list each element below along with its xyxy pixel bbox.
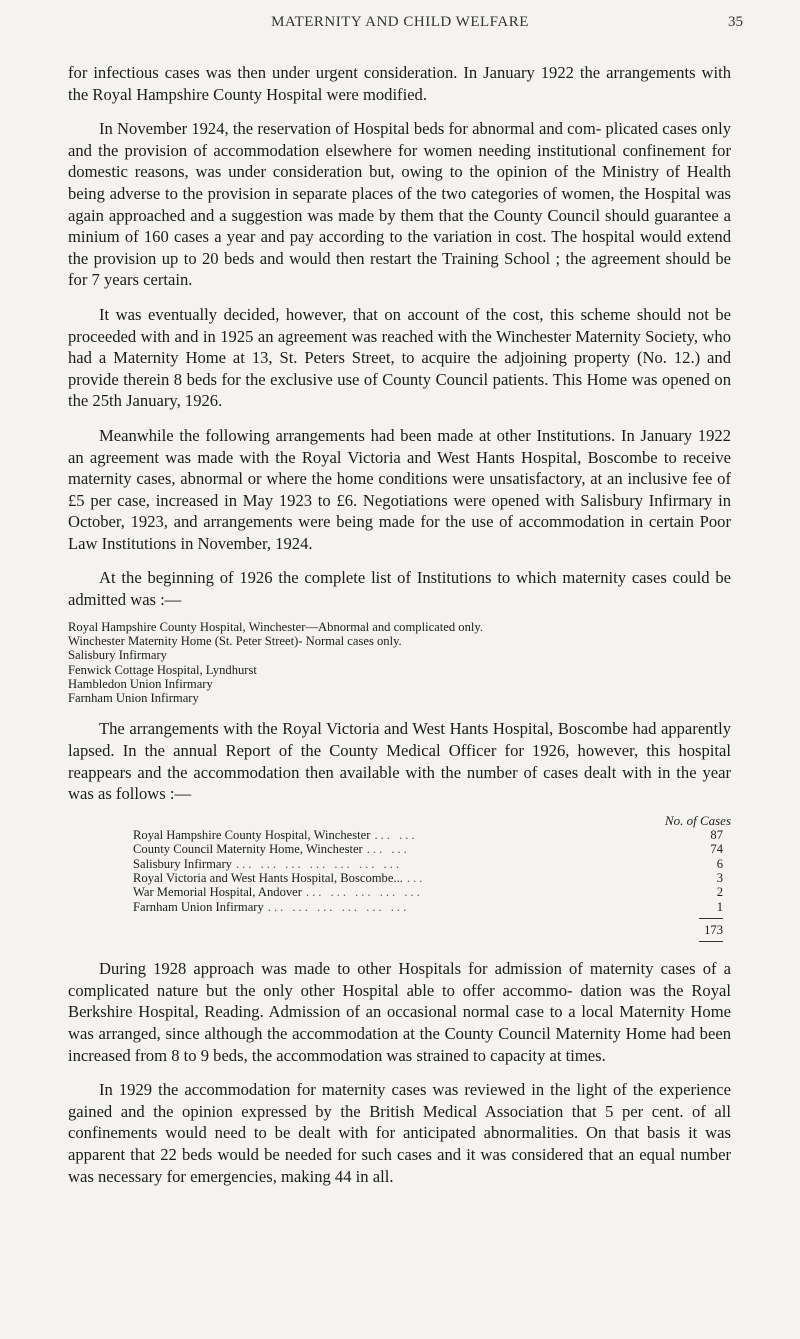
leader-dots: ... ... (374, 828, 418, 843)
list-item: Salisbury Infirmary (68, 648, 167, 663)
paragraph: At the beginning of 1926 the complete list of Institutions to which maternity cases could be admitted was :— (68, 568, 731, 610)
list-item: Winchester Maternity Home (St. Peter Street)- Normal cases only. (68, 633, 402, 648)
case-count: 2 (716, 885, 723, 900)
paragraph: The arrangements with the Royal Victoria and West Hants Hospital, Boscombe had apparently lapsed. In the annual Report of the County Medical Officer for 1926, however, this hospital reappears and the accommodation then available with the number of cases dealt with in the year was as follows :— (68, 719, 731, 804)
case-count: 87 (710, 828, 723, 843)
leader-dots: ... (406, 871, 426, 885)
paragraph: for infectious cases was then under urgent consideration. In January 1922 the arrangements with the Royal Hampshire County Hospital were modified. (68, 63, 731, 104)
total-cell (683, 914, 731, 946)
total-value: 173 (704, 922, 723, 937)
institution-name: Royal Victoria and West Hants Hospital, Boscombe... (133, 871, 403, 885)
column-header: No. of Cases (664, 812, 731, 828)
list-item: Royal Hampshire County Hospital, Winchester—Abnormal and complicated only. (68, 619, 484, 634)
table-row (133, 900, 731, 914)
table-row (133, 857, 731, 871)
case-count: 1 (716, 899, 723, 914)
leader-dots: ... ... (366, 842, 410, 857)
institution-name: Salisbury Infirmary (133, 856, 232, 871)
paragraph: Meanwhile the following arrangements had been made at other Institutions. In January 1922 an agreement was made with the Royal Victoria and West Hants Hospital, Boscombe to receive maternity cases, abnormal or where the home conditions were unsatisfactory, at an inclusive fee of £5 per case, increased in May 1923 to £6. Negotiations were opened with Salisbury Infirmary in October, 1923, and arrangements were being made for the use of accommodation in certain Poor Law Institutions in November, 1924. (68, 425, 731, 553)
list-item: Hambledon Union Infirmary (68, 676, 213, 691)
table-row (133, 871, 731, 885)
case-count: 74 (710, 842, 723, 857)
rule-below-total (699, 941, 723, 942)
table-row (133, 828, 731, 842)
body-text (68, 62, 731, 1200)
table-row (133, 842, 731, 856)
leader-dots: ... ... ... ... ... (305, 885, 423, 900)
rule-above-total (699, 918, 723, 919)
paragraph: During 1928 approach was made to other Hospitals for admission of maternity cases of a complicated nature but the only other Hospital able to offer accommo- dation was the Royal Berkshire Hospital, Reading. Admission of an occasional normal case to a local Maternity Home was arranged, since although the accommodation at the County Council Maternity Home had been increased from 8 to 9 beds, the accommodation was strained to capacity at times. (68, 959, 731, 1065)
leader-dots: ... ... ... ... ... ... ... (235, 856, 402, 871)
list-item: Farnham Union Infirmary (68, 691, 199, 706)
paragraph: It was eventually decided, however, that on account of the cost, this scheme should not be proceeded with and in 1925 an agreement was reached with the Winchester Maternity Society, who had a Maternity Home at 13, St. Peters Street, to acquire the adjoining property (No. 12.) and provide therein 8 beds for the exclusive use of County Council patients. This Home was opened on the 25th January, 1926. (68, 304, 731, 411)
case-count: 3 (716, 871, 723, 885)
cases-table (68, 814, 731, 946)
institution-name: War Memorial Hospital, Andover (133, 885, 302, 900)
paragraph: In November 1924, the reservation of Hospital beds for abnormal and com- plicated cases only and the provision of accommodation elsewhere for women needing institutional confinement for domestic reasons, was under consideration but, owing to the opinion of the Ministry of Health being adverse to the provision in separate places of the two categories of women, the Hospital was again approached and a suggestion was made by them that the County Council should guarantee a minium of 160 cases a year and pay according to the variation in cost. The hospital would extend the provision up to 20 beds and would then restart the Training School ; the agreement should be for 7 years certain. (68, 119, 731, 290)
institution-name: Farnham Union Infirmary (133, 899, 264, 914)
table-total (133, 914, 731, 946)
table-body (68, 828, 731, 946)
list-item: Fenwick Cottage Hospital, Lyndhurst (68, 662, 257, 677)
institution-name: County Council Maternity Home, Winchester (133, 842, 363, 857)
paragraph: In 1929 the accommodation for maternity cases was reviewed in the light of the experience gained and the opinion expressed by the British Medical Association that 5 per cent. of all confinements would need to be dealt with for anticipated abnormalities. On that basis it was apparent that 22 beds would be needed for such cases and it was considered that an equal number was necessary for emergencies, making 44 in all. (68, 1080, 731, 1186)
page-number: 35 (728, 14, 743, 30)
running-title: MATERNITY AND CHILD WELFARE (271, 14, 529, 30)
institution-list (68, 620, 731, 706)
institution-name: Royal Hampshire County Hospital, Winchester (133, 828, 371, 843)
leader-dots: ... ... ... ... ... ... (267, 899, 410, 914)
table-row (133, 885, 731, 899)
case-count: 6 (716, 856, 723, 871)
